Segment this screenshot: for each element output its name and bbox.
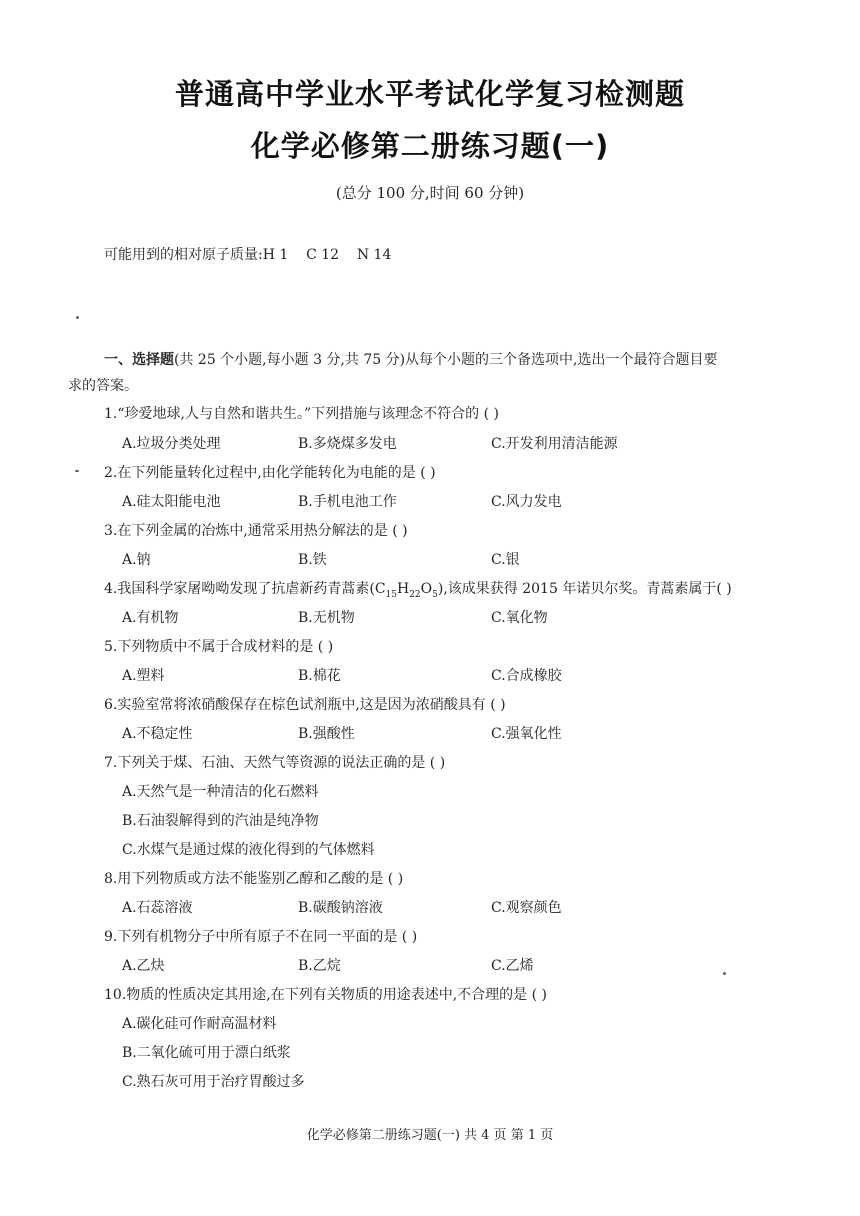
exam-title: 普通高中学业水平考试化学复习检测题 (174, 77, 685, 111)
option-a: A.钠 (122, 552, 151, 568)
section-heading: 一、选择题 (104, 352, 174, 368)
option-b: B.手机电池工作 (298, 494, 397, 510)
option-b: B.石油裂解得到的汽油是纯净物 (122, 813, 319, 829)
subscript: 15 (385, 589, 397, 600)
section-header (104, 346, 810, 375)
question-stem: 3.在下列金属的冶炼中,通常采用热分解法的是 ( ) (104, 523, 408, 539)
section-instructions-cont: 求的答案。 (68, 378, 138, 394)
option-a: A.硅太阳能电池 (122, 494, 221, 510)
exam-subtitle-title: 化学必修第二册练习题(一) (250, 129, 610, 163)
question-stem: 6.实验室常将浓硝酸保存在棕色试剂瓶中,这是因为浓硝酸具有 ( ) (104, 697, 506, 713)
option-a: A.天然气是一种清洁的化石燃料 (122, 784, 319, 800)
stem-text: 4.我国科学家屠呦呦发现了抗虐新药青蒿素(C (104, 581, 386, 597)
question-stem (104, 578, 732, 600)
question-stem: 2.在下列能量转化过程中,由化学能转化为电能的是 ( ) (104, 465, 436, 481)
stem-text: H (396, 581, 410, 597)
score-time-note: (总分 100 分,时间 60 分钟) (335, 184, 525, 202)
option-b: B.乙烷 (298, 958, 341, 974)
option-c: C.合成橡胶 (491, 668, 562, 684)
option-c: C.水煤气是通过煤的液化得到的气体燃料 (122, 842, 375, 858)
stem-text: ),该成果获得 2015 年诺贝尔奖。青蒿素属于( ) (437, 581, 732, 597)
option-a: A.石蕊溶液 (122, 900, 193, 916)
option-a: A.垃圾分类处理 (122, 436, 221, 452)
option-c: C.强氧化性 (491, 726, 562, 742)
option-b: B.无机物 (298, 610, 355, 626)
scan-speck (75, 470, 79, 472)
option-c: C.观察颜色 (491, 900, 562, 916)
option-c: C.开发利用清洁能源 (491, 436, 618, 452)
option-b: B.强酸性 (298, 726, 355, 742)
scan-speck (723, 972, 726, 975)
question-stem: 10.物质的性质决定其用途,在下列有关物质的用途表述中,不合理的是 ( ) (104, 987, 547, 1003)
question-stem: 5.下列物质中不属于合成材料的是 ( ) (104, 639, 334, 655)
question-stem: 7.下列关于煤、石油、天然气等资源的说法正确的是 ( ) (104, 755, 446, 771)
question-stem: 8.用下列物质或方法不能鉴别乙醇和乙酸的是 ( ) (104, 871, 404, 887)
option-a: A.乙炔 (122, 958, 165, 974)
question-stem: 1.“珍爱地球,人与自然和谐共生。”下列措施与该理念不符合的 ( ) (104, 406, 499, 422)
option-c: C.熟石灰可用于治疗胃酸过多 (122, 1074, 305, 1090)
option-c: C.氧化物 (491, 610, 548, 626)
stem-text: O (420, 581, 433, 597)
option-b: B.多烧煤多发电 (298, 436, 397, 452)
option-a: A.塑料 (122, 668, 165, 684)
option-b: B.二氧化硫可用于漂白纸浆 (122, 1045, 291, 1061)
option-a: A.不稳定性 (122, 726, 193, 742)
option-b: B.铁 (298, 552, 327, 568)
option-c: C.银 (491, 552, 520, 568)
option-b: B.棉花 (298, 668, 341, 684)
subscript: 22 (409, 589, 421, 600)
subscript: 5 (432, 589, 438, 600)
atomic-mass-note: 可能用到的相对原子质量:H 1 C 12 N 14 (104, 247, 392, 263)
option-b: B.碳酸钠溶液 (298, 900, 383, 916)
option-a: A.有机物 (122, 610, 179, 626)
option-a: A.碳化硅可作耐高温材料 (122, 1016, 277, 1032)
scan-speck (76, 316, 79, 319)
option-c: C.风力发电 (491, 494, 562, 510)
option-c: C.乙烯 (491, 958, 534, 974)
question-stem: 9.下列有机物分子中所有原子不在同一平面的是 ( ) (104, 929, 418, 945)
section-instructions: (共 25 个小题,每小题 3 分,共 75 分)从每个小题的三个备选项中,选出一个最符合题目要 (174, 352, 718, 368)
page-footer: 化学必修第二册练习题(一) 共 4 页 第 1 页 (306, 1128, 554, 1143)
